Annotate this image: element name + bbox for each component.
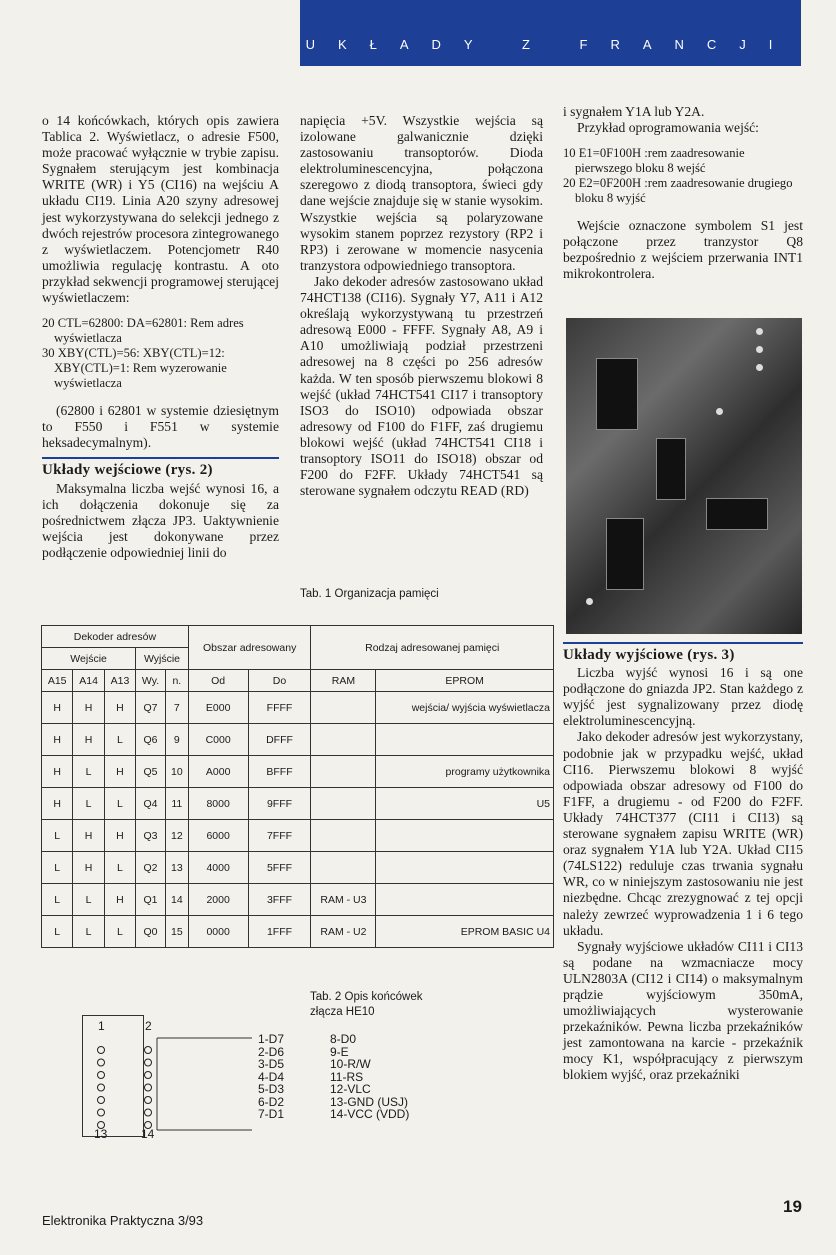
table-cell	[376, 884, 554, 916]
table-row	[42, 916, 554, 948]
table-cell: H	[104, 756, 135, 788]
connector-pin	[145, 1084, 152, 1091]
header-output: Wyjście	[136, 648, 189, 670]
col3-paragraph-4: Liczba wyjść wynosi 16 i są one podłączone do gniazda JP2. Stan każdego z wyjść jest sygnalizowany przez diodę elektroluminescencyjną.	[563, 665, 803, 729]
table-cell: RAM - U3	[311, 884, 376, 916]
pin-label: 5-D3	[258, 1082, 285, 1096]
pin-label: 2-D6	[258, 1044, 285, 1059]
right-pin-list	[330, 1033, 409, 1121]
table-cell	[376, 852, 554, 884]
table-cell: 11	[165, 788, 188, 820]
table-row	[42, 692, 554, 724]
table-cell: programy użytkownika	[376, 756, 554, 788]
table-cell: RAM - U2	[311, 916, 376, 948]
col2-paragraph-1: napięcia +5V. Wszystkie wejścia są izolowane galwanicznie dzięki zastosowaniu transoptorów. Dioda elektroluminescencyjna, połączona szeregowo z diodą transoptora, świeci gdy dane wejście znajduje się w stanie wysokim. Wszystkie wejścia są polaryzowane wysokim stanem poprzez rezystory (RP2 i RP3) i zerowane w momencie nasycenia tranzystora odpowiedniego transoptora.	[300, 113, 543, 273]
code-line: 10 E1=0F100H :rem zaadresowanie pierwszego bloku 8 wejść	[563, 146, 745, 176]
col2-paragraph-2: Jako dekoder adresów zastosowano układ 74HCT138 (CI16). Sygnały Y7, A11 i A12 określają wykorzystywaną tu przestrzeń adresową E000 - FFFF. Sygnały A8, A9 i A10 umożliwiają podział przestrzeni adresowej na 8 części po 256 adresów każda. W ten sposób pierwszemu blokowi 8 wejść (układ 74HCT541 CI17 i transoptory ISO3 do ISO10) odpowiada obszar adresowy od F100 do F1FF, zaś drugiemu blokowi wejść (układ 74HCT541 CI18 i transoptory ISO11 do ISO18) obszar od F200 do F2FF. Układy 74HCT541 są sterowane sygnałem odczytu READ (RD)	[300, 273, 543, 499]
table-cell: 7FFF	[248, 820, 311, 852]
col3-code	[563, 146, 803, 206]
table-cell: H	[42, 724, 73, 756]
table-cell: L	[73, 884, 104, 916]
col3-paragraph-6: Sygnały wyjściowe układów CI11 i CI13 są podane na wzmacniacze mocy ULN2803A (CI12 i CI14) o maksymalnym prądzie wyjściowym 350mA, umożliwiających wysterowanie przekaźników. Pewna liczba przekaźników jest zamontowana na karcie - przekaźnik mocy K1, współpracujący z pierwszym blokiem wyjść, oraz przekaźniki	[563, 938, 803, 1083]
table-cell: wejścia/ wyjścia wyświetlacza	[376, 692, 554, 724]
connector-pin	[98, 1084, 105, 1091]
connector-pin	[145, 1072, 152, 1079]
table-row	[42, 884, 554, 916]
col-header: EPROM	[376, 670, 554, 692]
connector-pin	[98, 1122, 105, 1129]
page-number: 19	[783, 1197, 802, 1216]
table-cell: Q6	[136, 724, 166, 756]
left-pin-list	[258, 1033, 284, 1121]
table-cell: H	[73, 692, 104, 724]
table-cell: FFFF	[248, 692, 311, 724]
pin-label: 14-VCC (VDD)	[330, 1107, 410, 1121]
col3-paragraph-3: Wejście oznaczone symbolem S1 jest połączone przez tranzystor Q8 bezpośrednio z wejściem przerwania INT1 mikrokontrolera.	[563, 218, 803, 282]
board-chip	[606, 518, 644, 590]
col3-paragraph-2: Przykład oprogramowania wejść:	[577, 120, 759, 136]
col-header: RAM	[311, 670, 376, 692]
table-cell: C000	[188, 724, 248, 756]
heading-outputs: Układy wyjściowe (rys. 3)	[563, 642, 803, 663]
pin-label: 10-R/W	[330, 1057, 371, 1071]
pin-label: 3-D5	[258, 1057, 285, 1071]
pin-number-1: 1	[98, 1019, 105, 1033]
header-memory-type: Rodzaj adresowanej pamięci	[311, 626, 554, 670]
table-cell: 4000	[188, 852, 248, 884]
col-header: n.	[165, 670, 188, 692]
table-cell: 2000	[188, 884, 248, 916]
table-cell: H	[104, 692, 135, 724]
pin-label: 4-D4	[258, 1069, 285, 1084]
table-cell: H	[42, 692, 73, 724]
connector-pin	[98, 1109, 105, 1116]
table-cell: L	[104, 916, 135, 948]
table-row	[42, 852, 554, 884]
section-banner: UKŁADY Z FRANCJI	[300, 0, 801, 66]
table2-caption	[310, 990, 423, 1020]
table-cell: 9FFF	[248, 788, 311, 820]
pin-label: 12-VLC	[330, 1082, 371, 1096]
table-cell: H	[42, 756, 73, 788]
table-cell	[311, 852, 376, 884]
code-line: 20 CTL=62800: DA=62801: Rem adres wyświetlacza	[42, 316, 244, 346]
table-cell: H	[104, 820, 135, 852]
table-cell: L	[104, 852, 135, 884]
header-input: Wejście	[42, 648, 136, 670]
pin-label: 9-E	[330, 1044, 349, 1059]
col-header: A15	[42, 670, 73, 692]
table-cell: 3FFF	[248, 884, 311, 916]
table-cell: Q5	[136, 756, 166, 788]
board-led	[756, 364, 763, 371]
table-cell: 12	[165, 820, 188, 852]
memory-organization-table	[41, 625, 554, 948]
journal-footer: Elektronika Praktyczna 3/93	[42, 1213, 204, 1228]
col-header: Do	[248, 670, 311, 692]
connector-pin	[98, 1072, 105, 1079]
table-cell: H	[104, 884, 135, 916]
connector-pin	[98, 1059, 105, 1066]
table-cell: L	[73, 788, 104, 820]
table-cell	[311, 788, 376, 820]
table-cell: 14	[165, 884, 188, 916]
connector-pin	[98, 1097, 105, 1104]
column-1	[42, 113, 279, 561]
table-cell: 0000	[188, 916, 248, 948]
table-row	[42, 788, 554, 820]
connector-pin	[145, 1047, 152, 1054]
table-cell	[376, 724, 554, 756]
pin-label: 13-GND (USJ)	[330, 1094, 409, 1109]
column-3-top	[563, 104, 803, 283]
table1-caption: Tab. 1 Organizacja pamięci	[300, 588, 439, 600]
table-cell: 10	[165, 756, 188, 788]
heading-inputs: Układy wejściowe (rys. 2)	[42, 457, 279, 478]
table-cell	[311, 756, 376, 788]
table-cell: EPROM BASIC U4	[376, 916, 554, 948]
table-cell: L	[73, 756, 104, 788]
column-header-row	[42, 670, 554, 692]
col3-paragraph-5: Jako dekoder adresów jest wykorzystany, podobnie jak w przypadku wejść, układ CI16. Pierwszemu blokowi 8 wyjść odpowiada obszar adresowy od F100 do F1FF, a drugiemu - od F200 do F2FF. Układy 74HCT377 (CI11 i CI13) są sterowane sygnałem zapisu WRITE (WR) oraz sygnałem Y1A lub Y2A. Układ CI15 (74LS122) reduluje czas trwania sygnału WR, co w niniejszym zastosowaniu nie jest niezbędne. Chcąc zrezygnować z tej opcji należy zewrzeć wyprowadzenia 1 i 6 tego układu.	[563, 729, 803, 938]
table-cell: Q1	[136, 884, 166, 916]
pin-number-13: 13	[94, 1127, 108, 1141]
table-body	[42, 692, 554, 948]
board-chip	[596, 358, 638, 430]
table-cell: L	[42, 884, 73, 916]
pin-label: 7-D1	[258, 1107, 285, 1121]
table-cell: H	[73, 852, 104, 884]
table-cell: 7	[165, 692, 188, 724]
header-decoder: Dekoder adresów	[42, 626, 189, 648]
column-3-bottom	[563, 642, 803, 1084]
column-2	[300, 113, 543, 499]
code-line: 30 XBY(CTL)=56: XBY(CTL)=12: XBY(CTL)=1: Rem wyzerowanie wyświetlacza	[42, 346, 227, 391]
connector-pin	[98, 1047, 105, 1054]
col1-paragraph-1: o 14 końcówkach, których opis zawiera Tablica 2. Wyświetlacz, o adresie F500, może pracować wyłącznie w trybie zapisu. Sygnałem sterującym jest kombinacja WRITE (WR) i Y5 (CI16) na wejściu A układu CI19. Linia A20 szyny adresowej jest wykorzystywana do selekcji jednego z dwóch rejestrów procesora zintegrowanego z wyświetlaczem. Potencjometr R40 umożliwia regulację kontrastu. A oto przykład sekwencji programowej sterującej wyświetlaczem:	[42, 113, 279, 306]
table-cell: 6000	[188, 820, 248, 852]
table-cell: U5	[376, 788, 554, 820]
table-row	[42, 820, 554, 852]
board-led	[716, 408, 723, 415]
col-header: A14	[73, 670, 104, 692]
col1-paragraph-3: Maksymalna liczba wejść wynosi 16, a ich dołączenia dokonuje się za pośrednictwem złącza JP3. Uaktywnienie wejścia jest dokonywane przez podłączenie odpowiedniej linii do	[42, 480, 279, 560]
table-cell: Q7	[136, 692, 166, 724]
table-cell: 9	[165, 724, 188, 756]
table-cell: Q0	[136, 916, 166, 948]
table-cell: L	[42, 916, 73, 948]
table-cell: 1FFF	[248, 916, 311, 948]
table-cell: 15	[165, 916, 188, 948]
pin-label: 1-D7	[258, 1032, 285, 1046]
pin-label: 11-RS	[330, 1069, 364, 1084]
pin-label: 6-D2	[258, 1094, 285, 1109]
pin-label: 8-D0	[330, 1032, 357, 1046]
table-cell: H	[73, 820, 104, 852]
table-cell: L	[73, 916, 104, 948]
table-cell: L	[104, 788, 135, 820]
table-row	[42, 724, 554, 756]
table-cell: 8000	[188, 788, 248, 820]
col3-paragraph-1: i sygnałem Y1A lub Y2A.	[563, 104, 705, 119]
header-area: Obszar adresowany	[188, 626, 311, 670]
table-cell: A000	[188, 756, 248, 788]
table-cell: 5FFF	[248, 852, 311, 884]
table-cell	[311, 820, 376, 852]
table-cell: L	[104, 724, 135, 756]
col-header: A13	[104, 670, 135, 692]
table-cell	[311, 724, 376, 756]
table-cell: DFFF	[248, 724, 311, 756]
connector-pin	[145, 1059, 152, 1066]
board-chip	[706, 498, 768, 530]
table-cell	[311, 692, 376, 724]
table-cell: Q2	[136, 852, 166, 884]
table-cell: H	[42, 788, 73, 820]
table-row	[42, 756, 554, 788]
table-cell: Q4	[136, 788, 166, 820]
table-cell: 13	[165, 852, 188, 884]
table2-caption-line: złącza HE10	[310, 1006, 375, 1018]
table-cell: L	[42, 852, 73, 884]
col-header: Od	[188, 670, 248, 692]
board-led	[586, 598, 593, 605]
pin-number-14: 14	[141, 1127, 155, 1141]
table-cell: BFFF	[248, 756, 311, 788]
circuit-board-photo	[566, 318, 802, 634]
code-line: 20 E2=0F200H :rem zaadresowanie drugiego bloku 8 wyjść	[563, 176, 793, 206]
pin-number-2: 2	[145, 1019, 152, 1033]
col1-code	[42, 316, 279, 391]
connector-pin	[145, 1122, 152, 1129]
table2-caption-line: Tab. 2 Opis końcówek	[310, 991, 423, 1003]
board-led	[756, 346, 763, 353]
col1-paragraph-2: (62800 i 62801 w systemie dziesiętnym to F550 i F551 w systemie heksadecymalnym).	[42, 403, 279, 451]
table-cell	[376, 820, 554, 852]
board-led	[756, 328, 763, 335]
board-chip	[656, 438, 686, 500]
table-cell: L	[42, 820, 73, 852]
table-cell: H	[73, 724, 104, 756]
col-header: Wy.	[136, 670, 166, 692]
table-cell: E000	[188, 692, 248, 724]
connector-pin	[145, 1097, 152, 1104]
table-cell: Q3	[136, 820, 166, 852]
connector-pins-graphic	[82, 1030, 285, 1140]
connector-pin	[145, 1109, 152, 1116]
